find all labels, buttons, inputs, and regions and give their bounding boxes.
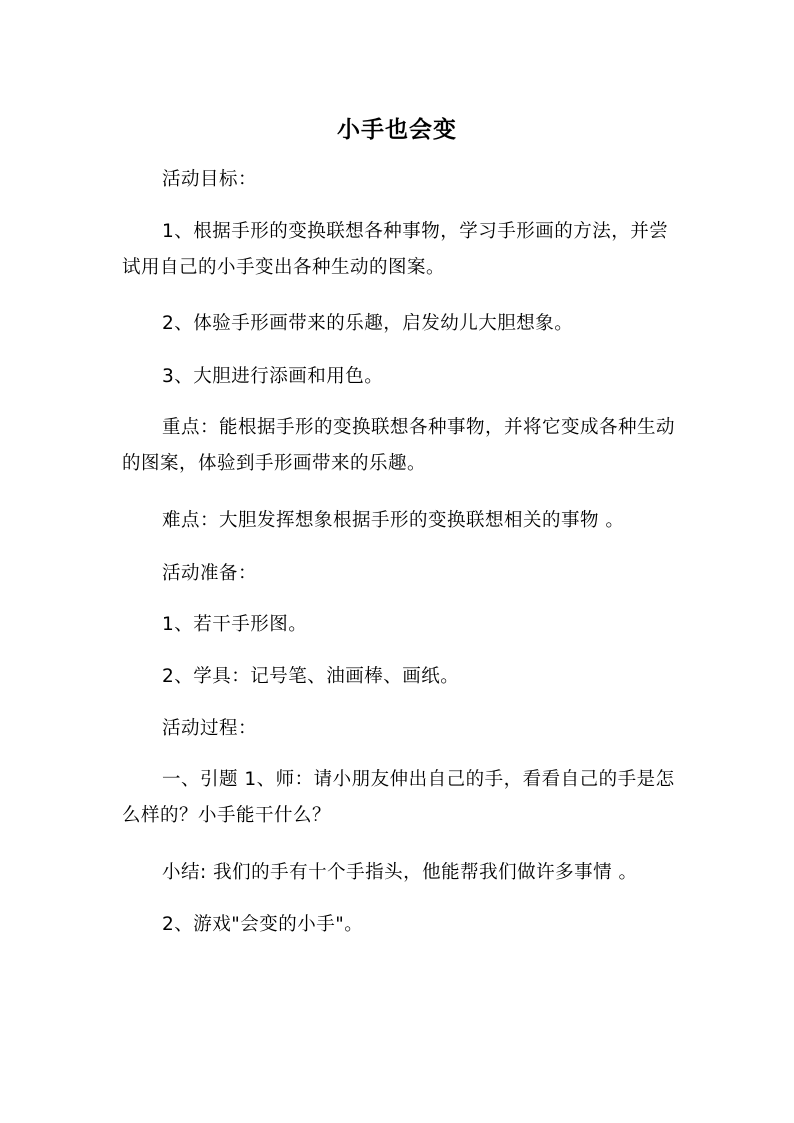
paragraph-goal-3: 3、大胆进行添画和用色。 [162, 366, 384, 387]
paragraph-goal-2: 2、体验手形画带来的乐趣，启发幼儿大胆想象。 [162, 313, 574, 334]
paragraph-game: 2、游戏"会变的小手"。 [162, 914, 364, 935]
paragraph-preparation-2: 2、学具：记号笔、油画棒、画纸。 [162, 666, 460, 687]
paragraph-preparation-heading: 活动准备： [162, 563, 258, 584]
paragraph-preparation-1: 1、若干手形图。 [162, 614, 308, 635]
page-title: 小手也会变 [337, 117, 457, 143]
paragraph-goal-1: 1、根据手形的变换联想各种事物，学习手形画的方法，并尝试用自己的小手变出各种生动的图案。 [122, 221, 669, 278]
paragraph-difficulty: 难点：大胆发挥想象根据手形的变换联想相关的事物 。 [162, 510, 625, 531]
paragraph-process-heading: 活动过程： [162, 718, 258, 739]
paragraph-summary: 小结: 我们的手有十个手指头，他能帮我们做许多事情 。 [162, 862, 638, 883]
paragraph-activity-goals-heading: 活动目标： [162, 169, 258, 190]
paragraph-process-1: 一、引题 1、师：请小朋友伸出自己的手，看看自己的手是怎么样的？小手能干什么？ [122, 769, 675, 826]
paragraph-key-point: 重点：能根据手形的变换联想各种事物，并将它变成各种生动的图案，体验到手形画带来的乐趣。 [122, 417, 676, 474]
